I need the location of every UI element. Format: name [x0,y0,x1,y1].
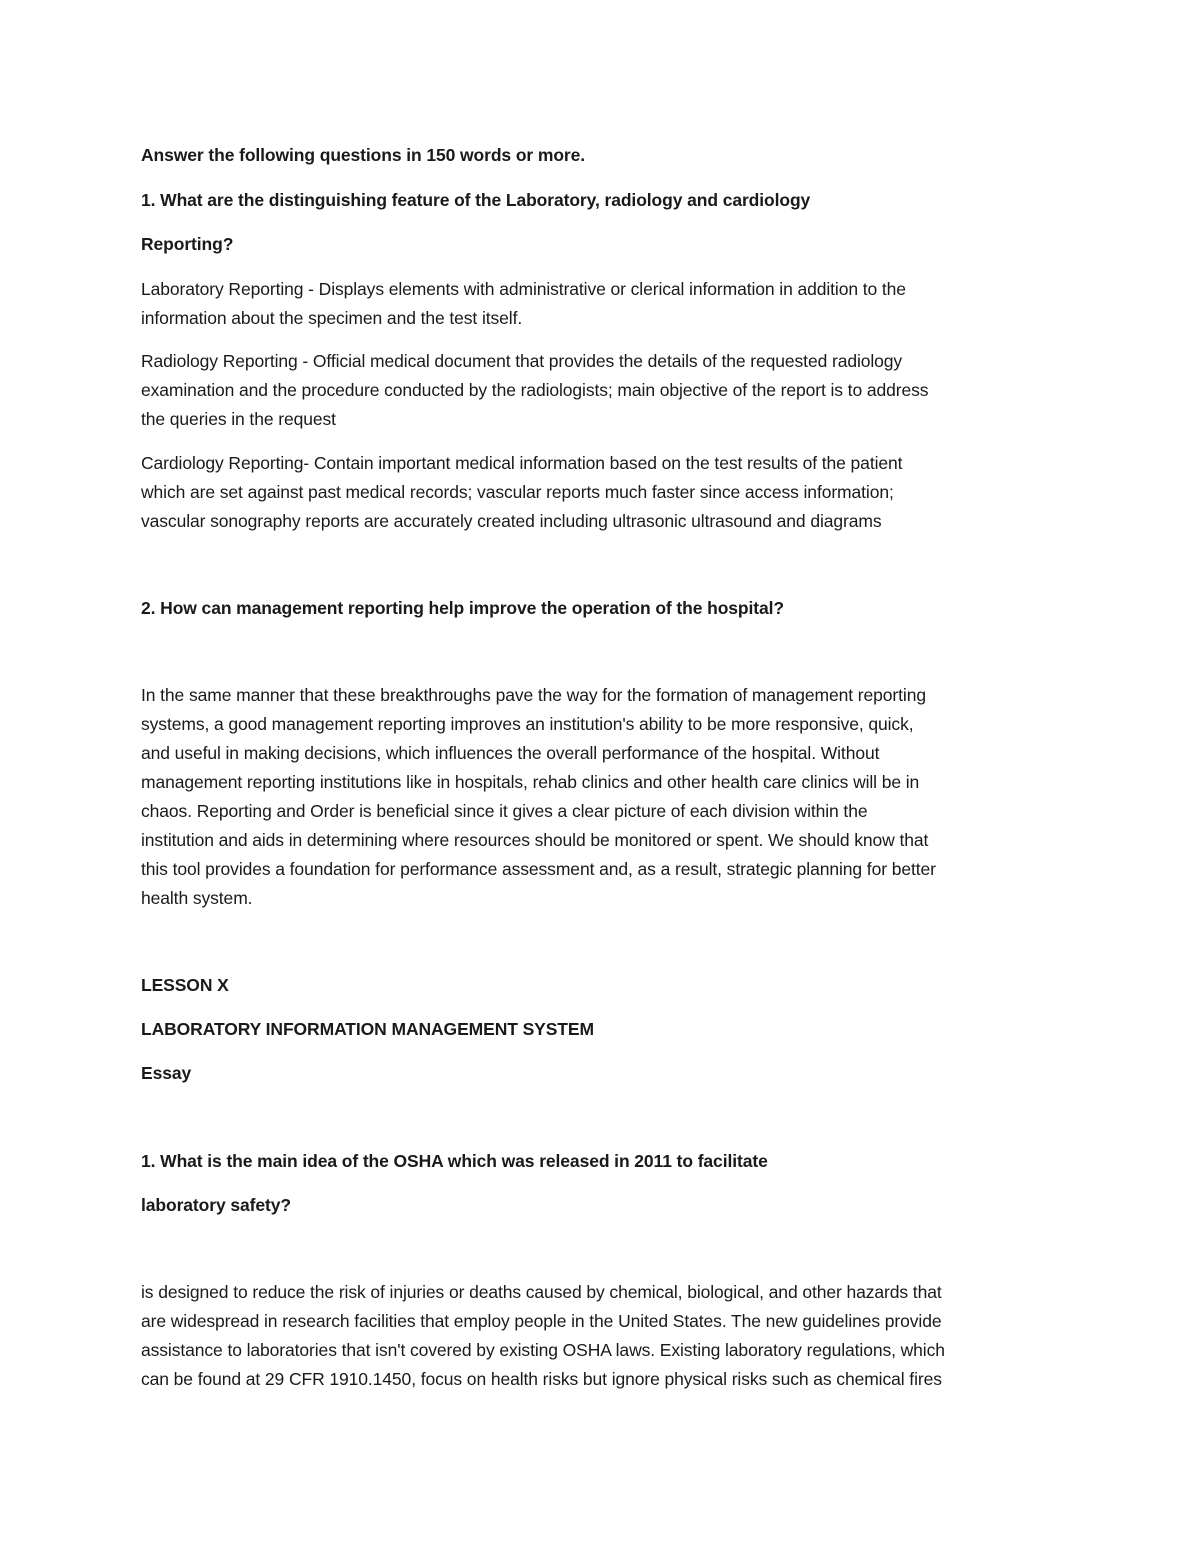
question-3-line-2: laboratory safety? [141,1195,291,1215]
answer-2-line: systems, a good management reporting improves an institution's ability to be more responsive, quick, [141,714,914,734]
question-2: 2. How can management reporting help improve the operation of the hospital? [141,598,784,618]
answer-2-line: In the same manner that these breakthroughs pave the way for the formation of management reporting [141,685,926,705]
cardiology-reporting-line-2: which are set against past medical records; vascular reports much faster since access information; [141,482,894,502]
question-1-line-1: 1. What are the distinguishing feature of the Laboratory, radiology and cardiology [141,190,811,210]
question-3-line-1: 1. What is the main idea of the OSHA which was released in 2011 to facilitate [141,1151,768,1171]
cardiology-reporting-line-1: Cardiology Reporting- Contain important medical information based on the test results of the patient [141,453,903,473]
answer-3-line: is designed to reduce the risk of injuries or deaths caused by chemical, biological, and other hazards that [141,1282,942,1302]
answer-2-line: management reporting institutions like in hospitals, rehab clinics and other health care clinics will be in [141,772,920,792]
answer-3-line: are widespread in research facilities that employ people in the United States. The new guidelines provide [141,1311,942,1331]
answer-3-line: assistance to laboratories that isn't covered by existing OSHA laws. Existing laboratory regulations, which [141,1340,945,1360]
answer-2-line: this tool provides a foundation for performance assessment and, as a result, strategic planning for better [141,859,936,879]
lab-reporting-line-2: information about the specimen and the test itself. [141,308,523,328]
radiology-reporting-line-1: Radiology Reporting - Official medical document that provides the details of the requested radiology [141,351,903,371]
answer-2-line: institution and aids in determining where resources should be monitored or spent. We should know that [141,830,929,850]
answer-2-line: and useful in making decisions, which influences the overall performance of the hospital. Without [141,743,880,763]
lesson-heading: LESSON X [141,975,229,995]
answer-3-line: can be found at 29 CFR 1910.1450, focus on health risks but ignore physical risks such as chemical fires [141,1369,942,1389]
radiology-reporting-line-2: examination and the procedure conducted by the radiologists; main objective of the report is to address [141,380,929,400]
intro-instruction: Answer the following questions in 150 words or more. [141,145,586,165]
essay-heading: Essay [141,1063,192,1083]
radiology-reporting-line-3: the queries in the request [141,409,336,429]
cardiology-reporting-line-3: vascular sonography reports are accurately created including ultrasonic ultrasound and diagrams [141,511,882,531]
lesson-title: LABORATORY INFORMATION MANAGEMENT SYSTEM [141,1019,594,1039]
question-1-line-2: Reporting? [141,234,234,254]
answer-2-line: health system. [141,888,253,908]
answer-2-line: chaos. Reporting and Order is beneficial since it gives a clear picture of each division within the [141,801,868,821]
lab-reporting-line-1: Laboratory Reporting - Displays elements with administrative or clerical information in addition to the [141,279,906,299]
